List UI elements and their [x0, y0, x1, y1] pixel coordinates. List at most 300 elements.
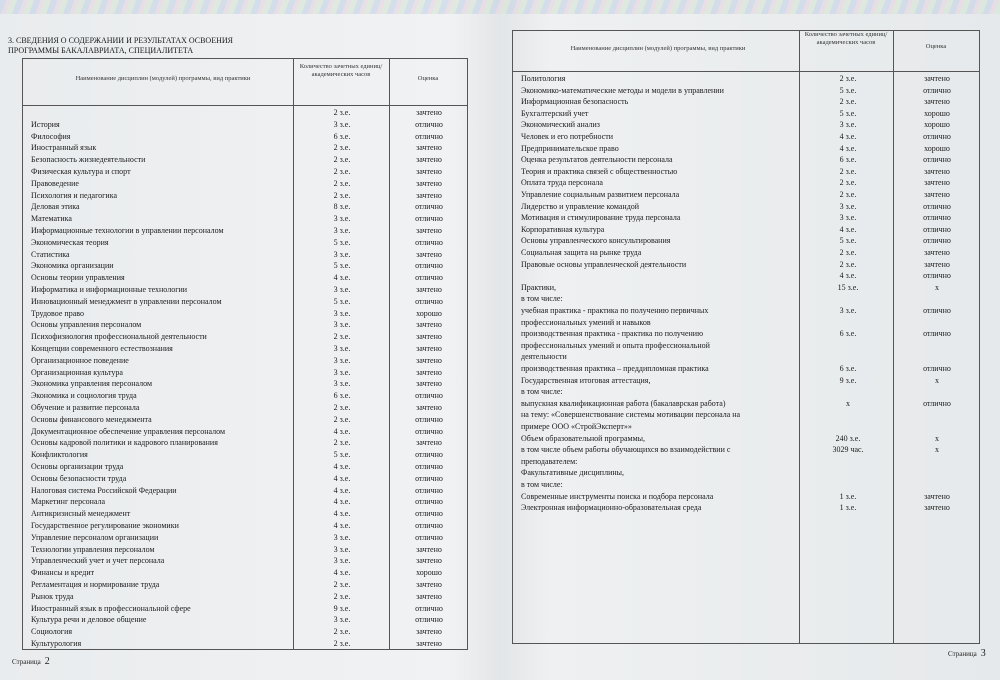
- row-credits: 2 з.е.: [333, 403, 351, 412]
- row-name: Информационная безопасность: [521, 97, 629, 107]
- row-grade: отлично: [415, 426, 443, 436]
- table-row: [521, 131, 979, 143]
- row-grade: отлично: [415, 237, 443, 247]
- table-row: [521, 491, 979, 503]
- table-row: [521, 444, 979, 456]
- row-credits: 4 з.е.: [839, 143, 857, 153]
- row-credits: 6 з.е.: [333, 391, 351, 401]
- row-credits: 4 з.е.: [333, 509, 351, 519]
- row-grade: отлично: [923, 85, 951, 95]
- table-row: [31, 402, 467, 414]
- row-name: Управление социальным развитием персонала: [521, 190, 680, 199]
- row-name: Инновационный менеджмент в управлении персоналом: [31, 296, 222, 306]
- row-credits: 4 з.е.: [333, 462, 351, 471]
- row-grade: отлично: [415, 202, 443, 212]
- row-credits: 5 з.е.: [839, 108, 857, 118]
- table-row: [521, 456, 979, 468]
- row-credits: 2 з.е.: [333, 591, 351, 601]
- row-grade: отлично: [415, 119, 443, 129]
- row-grade: отлично: [415, 473, 443, 483]
- table-row: [31, 178, 467, 190]
- row-name: Оплата труда персонала: [521, 178, 603, 188]
- row-credits: 3 з.е.: [333, 249, 351, 259]
- table-row: [31, 614, 467, 626]
- row-name: Правоведение: [31, 178, 79, 188]
- row-credits: 2 з.е.: [333, 332, 351, 342]
- row-grade: x: [935, 282, 939, 292]
- table-row: [521, 386, 979, 398]
- row-name: Основы кадровой политики и кадрового планирования: [31, 438, 218, 448]
- row-name: Налоговая система Российской Федерации: [31, 485, 177, 495]
- table-row: [521, 85, 979, 97]
- page-label: Страница: [12, 658, 41, 666]
- row-grade: отлично: [415, 214, 443, 224]
- row-name: Правовые основы управленческой деятельности: [521, 259, 687, 269]
- row-name: Антикризисный менеджмент: [31, 509, 131, 519]
- row-name: Иностранный язык в профессиональной сфере: [31, 603, 191, 613]
- table-row: [521, 467, 979, 479]
- row-name: Политология: [521, 74, 566, 83]
- table-row: [31, 367, 467, 379]
- table-row: [31, 308, 467, 320]
- left-table: [22, 58, 468, 650]
- left-header-credits: Количество зачетных единиц/ академических часов: [299, 63, 383, 78]
- row-name: Психология и педагогика: [31, 190, 118, 200]
- table-row: [521, 502, 979, 514]
- row-name: История: [31, 119, 60, 129]
- row-grade: зачтено: [416, 556, 442, 566]
- table-row: [31, 260, 467, 272]
- row-name: Обучение и развитие персонала: [31, 403, 140, 412]
- table-row: [31, 225, 467, 237]
- row-grade: отлично: [415, 450, 443, 460]
- row-grade: зачтено: [416, 155, 442, 165]
- table-row: [31, 414, 467, 426]
- table-row: [31, 508, 467, 520]
- row-name: Психофизиология профессиональной деятельности: [31, 332, 207, 342]
- row-credits: 5 з.е.: [839, 236, 857, 246]
- row-credits: 2 з.е.: [333, 438, 351, 448]
- row-name: в том числе:: [521, 387, 563, 397]
- row-credits: 2 з.е.: [839, 166, 857, 176]
- table-row: [31, 496, 467, 508]
- row-name: Информатика и информационные технологии: [31, 285, 188, 294]
- row-name: Безопасность жизнедеятельности: [31, 155, 146, 165]
- table-row: [31, 319, 467, 331]
- row-name: Основы теории управления: [31, 273, 125, 283]
- row-grade: зачтено: [416, 143, 442, 153]
- table-row: [31, 272, 467, 284]
- table-row: [31, 142, 467, 154]
- table-row: [31, 107, 467, 119]
- row-grade: отлично: [415, 462, 443, 471]
- table-row: [521, 189, 979, 201]
- row-name: деятельности: [521, 352, 567, 362]
- row-credits: 4 з.е.: [839, 132, 857, 141]
- decorative-border: [0, 0, 1000, 14]
- row-credits: 2 з.е.: [333, 627, 351, 637]
- row-credits: 3 з.е.: [333, 285, 351, 294]
- row-credits: 3 з.е.: [839, 306, 857, 315]
- row-credits: 2 з.е.: [839, 248, 857, 257]
- row-credits: 2 з.е.: [839, 178, 857, 188]
- row-name: Концепции современного естествознания: [31, 344, 173, 353]
- section-heading: 3. СВЕДЕНИЯ О СОДЕРЖАНИИ И РЕЗУЛЬТАТАХ ОСВОЕНИЯ ПРОГРАММЫ БАКАЛАВРИАТА, СПЕЦИАЛИТЕТА: [8, 36, 233, 55]
- table-row: [31, 355, 467, 367]
- row-credits: 5 з.е.: [333, 237, 351, 247]
- row-grade: хорошо: [416, 308, 442, 318]
- row-name: Мотивация и стимулирование труда персонала: [521, 213, 681, 223]
- row-name: производственная практика – преддипломная практика: [521, 364, 709, 373]
- row-credits: 5 з.е.: [333, 450, 351, 460]
- table-row: [521, 351, 979, 363]
- row-grade: зачтено: [416, 344, 442, 353]
- table-row: [521, 398, 979, 410]
- row-name: Регламентация и нормирование труда: [31, 580, 160, 589]
- table-row: [31, 190, 467, 202]
- right-header-name: Наименование дисциплин (модулей) программы, вид практики: [570, 45, 746, 52]
- row-grade: отлично: [415, 603, 443, 613]
- row-credits: 3 з.е.: [839, 120, 857, 130]
- row-credits: 5 з.е.: [839, 85, 857, 95]
- table-row: [31, 131, 467, 143]
- row-name: Рынок труда: [31, 591, 74, 601]
- row-name: преподавателем:: [521, 456, 578, 466]
- row-credits: 2 з.е.: [839, 190, 857, 199]
- row-credits: 4 з.е.: [333, 273, 351, 283]
- table-row: [521, 375, 979, 387]
- row-name: в том числе:: [521, 480, 563, 489]
- row-name: учебная практика - практика по получению первичных: [521, 306, 709, 315]
- table-row: [31, 237, 467, 249]
- row-credits: 3 з.е.: [333, 367, 351, 377]
- row-name: выпускная квалификационная работа (бакалаврская работа): [521, 398, 726, 408]
- row-credits: 3 з.е.: [839, 201, 857, 211]
- table-row: [31, 520, 467, 532]
- table-row: [31, 603, 467, 615]
- row-grade: отлично: [415, 615, 443, 625]
- row-grade: отлично: [923, 271, 951, 281]
- table-row: [31, 626, 467, 638]
- row-credits: 3 з.е.: [333, 214, 351, 224]
- row-grade: зачтено: [416, 226, 442, 235]
- page-number-right: [948, 648, 986, 659]
- row-name: Основы организации труда: [31, 462, 124, 471]
- row-credits: 5 з.е.: [333, 261, 351, 271]
- right-header-credits: Количество зачетных единиц/ академических часов: [804, 31, 888, 46]
- row-credits: 1 з.е.: [839, 503, 857, 513]
- row-credits: 2 з.е.: [839, 97, 857, 107]
- row-credits: 9 з.е.: [839, 375, 857, 385]
- table-row: [521, 119, 979, 131]
- table-row: [31, 461, 467, 473]
- row-name: Статистика: [31, 249, 70, 259]
- table-row: [521, 479, 979, 491]
- row-grade: зачтено: [416, 544, 442, 554]
- row-grade: отлично: [415, 532, 443, 542]
- row-grade: хорошо: [924, 120, 950, 130]
- table-row: [521, 235, 979, 247]
- row-credits: 3 з.е.: [333, 615, 351, 625]
- row-grade: отлично: [923, 236, 951, 246]
- row-name: Государственная итоговая аттестация,: [521, 375, 651, 385]
- row-credits: 4 з.е.: [333, 485, 351, 495]
- row-grade: зачтено: [924, 74, 950, 83]
- row-grade: зачтено: [416, 639, 442, 648]
- table-row: [31, 532, 467, 544]
- row-name: Информационные технологии в управлении персоналом: [31, 226, 224, 235]
- page-number-left: [12, 656, 50, 667]
- row-name: Финансы и кредит: [31, 568, 95, 578]
- row-credits: 2 з.е.: [333, 155, 351, 165]
- row-credits: 3 з.е.: [333, 379, 351, 389]
- table-row: [521, 259, 979, 271]
- row-grade: зачтено: [416, 379, 442, 389]
- left-header-name: Наименование дисциплин (модулей) программы, вид практики: [75, 75, 251, 82]
- row-grade: хорошо: [924, 108, 950, 118]
- row-grade: хорошо: [924, 143, 950, 153]
- row-grade: отлично: [923, 224, 951, 234]
- row-name: Основы безопасности труда: [31, 473, 127, 483]
- row-credits: 6 з.е.: [333, 131, 351, 141]
- row-name: Экономическая теория: [31, 237, 109, 247]
- table-row: [521, 282, 979, 294]
- row-credits: 3 з.е.: [333, 556, 351, 566]
- row-grade: отлично: [415, 521, 443, 530]
- table-row: [31, 426, 467, 438]
- row-credits: 1 з.е.: [839, 491, 857, 501]
- table-row: [521, 73, 979, 85]
- row-credits: 3 з.е.: [333, 532, 351, 542]
- table-row: [31, 591, 467, 603]
- table-row: [521, 305, 979, 317]
- row-grade: зачтено: [416, 355, 442, 365]
- row-credits: 2 з.е.: [333, 639, 351, 648]
- row-credits: 3 з.е.: [333, 544, 351, 554]
- row-credits: 4 з.е.: [333, 521, 351, 530]
- row-credits: 3029 час.: [832, 445, 864, 455]
- row-credits: 3 з.е.: [333, 119, 351, 129]
- table-row: [31, 213, 467, 225]
- row-credits: 3 з.е.: [333, 344, 351, 353]
- table-row: [521, 143, 979, 155]
- row-credits: 3 з.е.: [333, 320, 351, 330]
- table-row: [521, 317, 979, 329]
- row-grade: отлично: [923, 213, 951, 223]
- table-row: [31, 343, 467, 355]
- row-name: Экономика и социология труда: [31, 391, 137, 401]
- row-credits: 240 з.е.: [835, 433, 861, 443]
- row-credits: 2 з.е.: [333, 414, 351, 424]
- row-grade: зачтено: [924, 166, 950, 176]
- row-grade: отлично: [415, 497, 443, 507]
- row-credits: 2 з.е.: [333, 143, 351, 153]
- row-name: Культура речи и деловое общение: [31, 615, 147, 625]
- row-grade: зачтено: [924, 248, 950, 257]
- table-row: [521, 212, 979, 224]
- row-grade: зачтено: [924, 97, 950, 107]
- row-grade: x: [935, 375, 939, 385]
- row-credits: 2 з.е.: [333, 167, 351, 176]
- table-row: [31, 567, 467, 579]
- row-credits: 3 з.е.: [333, 308, 351, 318]
- row-name: Практики,: [521, 282, 557, 292]
- row-name: Экономика организации: [31, 261, 114, 271]
- row-grade: зачтено: [416, 178, 442, 188]
- row-name: Документационное обеспечение управления персоналом: [31, 426, 225, 436]
- table-row: [521, 108, 979, 120]
- row-name: Основы управления персоналом: [31, 320, 142, 330]
- row-name: Организационное поведение: [31, 355, 129, 365]
- row-grade: отлично: [415, 509, 443, 519]
- row-name: примере ООО «СтройЭксперт»»: [521, 422, 632, 431]
- row-grade: зачтено: [924, 190, 950, 199]
- row-credits: 9 з.е.: [333, 603, 351, 613]
- row-credits: 4 з.е.: [333, 473, 351, 483]
- row-credits: 4 з.е.: [333, 568, 351, 578]
- right-header-grade: Оценка: [925, 43, 947, 50]
- row-grade: отлично: [923, 201, 951, 211]
- row-name: на тему: «Совершенствование системы мотивации персонала на: [521, 410, 741, 420]
- row-name: Объем образовательной программы,: [521, 433, 646, 443]
- table-row: [31, 201, 467, 213]
- table-row: [521, 363, 979, 375]
- row-grade: зачтено: [924, 178, 950, 188]
- table-row: [31, 555, 467, 567]
- row-name: Иностранный язык: [31, 143, 97, 153]
- row-name: Управление персоналом организации: [31, 532, 159, 542]
- table-row: [31, 579, 467, 591]
- row-grade: зачтено: [416, 285, 442, 294]
- row-credits: 3 з.е.: [333, 226, 351, 235]
- row-name: Лидерство и управление командой: [521, 201, 640, 211]
- row-name: Электронная информационно-образовательная среда: [521, 503, 702, 513]
- row-name: Физическая культура и спорт: [31, 167, 131, 176]
- row-credits: 2 з.е.: [839, 259, 857, 269]
- row-grade: зачтено: [416, 403, 442, 412]
- table-row: [31, 166, 467, 178]
- row-grade: отлично: [415, 485, 443, 495]
- row-grade: зачтено: [416, 627, 442, 637]
- row-credits: 3 з.е.: [839, 213, 857, 223]
- row-name: Математика: [31, 214, 72, 224]
- page-label: Страница: [948, 650, 977, 658]
- row-grade: отлично: [923, 132, 951, 141]
- row-grade: зачтено: [416, 190, 442, 200]
- row-credits: 8 з.е.: [333, 202, 351, 212]
- row-credits: 4 з.е.: [333, 426, 351, 436]
- row-credits: x: [846, 398, 850, 408]
- row-grade: отлично: [415, 131, 443, 141]
- row-name: Деловая этика: [31, 202, 80, 212]
- row-name: Маркетинг персонала: [31, 497, 106, 507]
- row-grade: отлично: [415, 414, 443, 424]
- row-name: в том числе объем работы обучающихся во взаимодействии с: [521, 445, 731, 455]
- right-table: [512, 30, 980, 644]
- page-num: 2: [44, 656, 50, 667]
- table-row: [521, 166, 979, 178]
- row-grade: отлично: [923, 306, 951, 315]
- row-name: Социология: [31, 627, 73, 637]
- table-row: [521, 409, 979, 421]
- row-grade: зачтено: [416, 580, 442, 589]
- table-row: [31, 638, 467, 650]
- row-grade: отлично: [923, 155, 951, 165]
- table-row: [31, 390, 467, 402]
- table-row: [31, 331, 467, 343]
- table-row: [31, 154, 467, 166]
- page-num: 3: [980, 648, 986, 659]
- row-name: Человек и его потребности: [521, 132, 614, 141]
- row-name: Экономический анализ: [521, 120, 600, 130]
- table-row: [31, 378, 467, 390]
- row-grade: зачтено: [924, 259, 950, 269]
- row-credits: 15 з.е.: [837, 282, 859, 292]
- row-credits: 4 з.е.: [839, 224, 857, 234]
- row-grade: отлично: [415, 261, 443, 271]
- table-row: [521, 270, 979, 282]
- table-row: [521, 96, 979, 108]
- row-name: в том числе:: [521, 294, 563, 304]
- row-grade: зачтено: [416, 320, 442, 330]
- row-grade: зачтено: [416, 249, 442, 259]
- table-row: [521, 328, 979, 340]
- row-name: Организационная культура: [31, 367, 123, 377]
- row-name: Технологии управления персоналом: [31, 544, 155, 554]
- table-row: [31, 296, 467, 308]
- row-name: производственная практика - практика по получению: [521, 329, 704, 339]
- row-grade: зачтено: [924, 491, 950, 501]
- row-grade: зачтено: [416, 167, 442, 176]
- row-name: Оценка результатов деятельности персонала: [521, 155, 673, 165]
- table-row: [521, 421, 979, 433]
- row-name: Культурология: [31, 639, 82, 648]
- row-grade: зачтено: [416, 438, 442, 448]
- row-name: профессиональных умений и навыков: [521, 317, 651, 327]
- row-grade: отлично: [415, 391, 443, 401]
- row-name: профессиональных умений и опыта профессиональной: [521, 340, 710, 350]
- row-name: Трудовое право: [31, 308, 84, 318]
- table-row: [521, 201, 979, 213]
- row-grade: зачтено: [416, 108, 442, 117]
- row-name: Социальная защита на рынке труда: [521, 248, 642, 257]
- table-row: [521, 433, 979, 445]
- table-row: [31, 249, 467, 261]
- left-header-grade: Оценка: [417, 75, 439, 82]
- table-row: [521, 224, 979, 236]
- row-credits: 2 з.е.: [333, 108, 351, 117]
- row-name: Бухгалтерский учет: [521, 108, 589, 118]
- row-grade: зачтено: [416, 332, 442, 342]
- table-row: [521, 154, 979, 166]
- row-credits: 2 з.е.: [333, 190, 351, 200]
- table-row: [31, 485, 467, 497]
- table-row: [521, 293, 979, 305]
- table-row: [31, 544, 467, 556]
- row-name: Корпоративная культура: [521, 224, 605, 234]
- table-row: [31, 437, 467, 449]
- row-credits: 2 з.е.: [333, 178, 351, 188]
- row-credits: 4 з.е.: [333, 497, 351, 507]
- row-name: Современные инструменты поиска и подбора персонала: [521, 491, 714, 501]
- row-name: Предпринимательское право: [521, 143, 619, 153]
- table-row: [31, 119, 467, 131]
- row-grade: отлично: [923, 398, 951, 408]
- row-name: Факультативные дисциплины,: [521, 468, 625, 478]
- row-grade: отлично: [415, 296, 443, 306]
- row-grade: зачтено: [416, 367, 442, 377]
- row-credits: 3 з.е.: [333, 355, 351, 365]
